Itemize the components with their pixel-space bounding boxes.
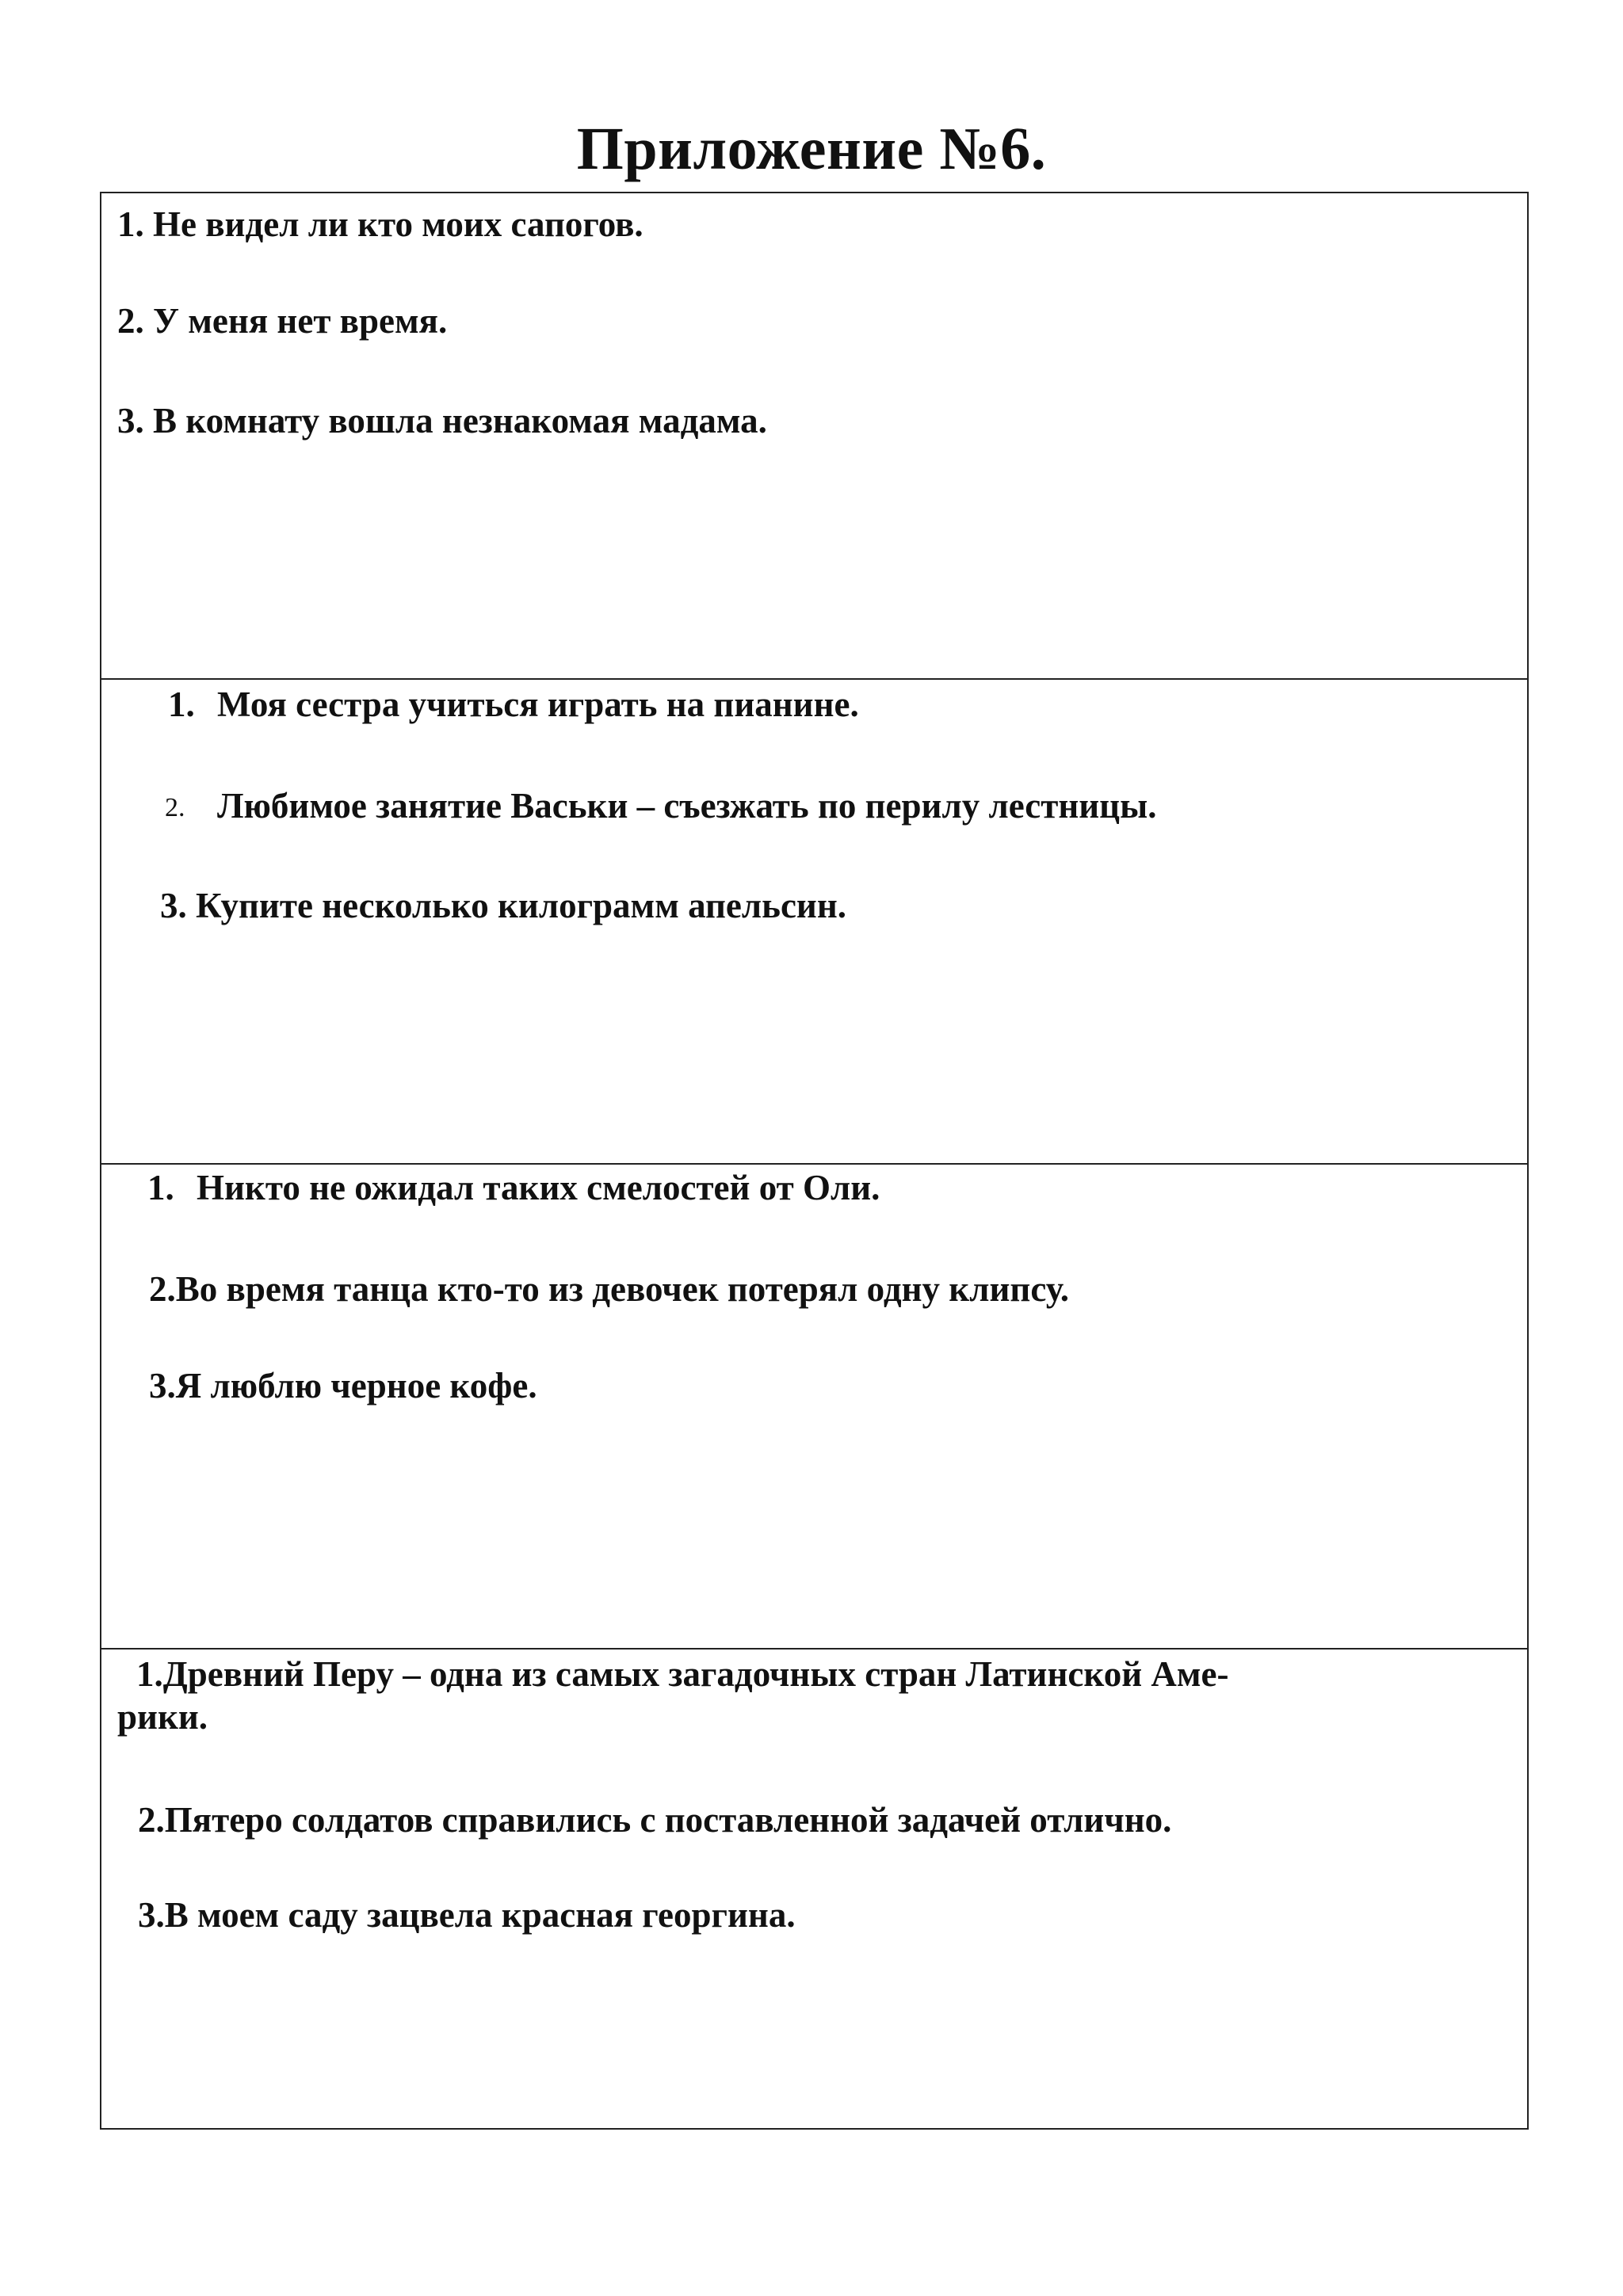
sentence-1-3: 3. В комнату вошла незнакомая мадама. [117, 401, 767, 441]
sentence-2-2: 2. Любимое занятие Васьки – съезжать по перилу лестницы. [165, 786, 1157, 826]
sentence-4-1-continuation: рики. [117, 1697, 208, 1737]
sentence-1-1: 1. Не видел ли кто моих сапогов. [117, 204, 643, 244]
sentence-3-1: 1. Никто не ожидал таких смелостей от Оли. [147, 1168, 880, 1207]
sentence-3-3: 3.Я люблю черное кофе. [149, 1366, 537, 1405]
sentence-4-1: 1.Древний Перу – одна из самых загадочных стран Латинской Аме- [136, 1654, 1229, 1694]
exercise-block-3 [101, 1163, 1527, 1648]
sentence-2-1: 1. Моя сестра учиться играть на пианине. [168, 685, 859, 724]
sentence-2-3: 3. Купите несколько килограмм апельсин. [160, 886, 847, 925]
exercise-block-2 [101, 678, 1527, 1163]
exercise-table [100, 192, 1529, 2130]
sentence-1-2: 2. У меня нет время. [117, 301, 448, 341]
sentence-3-2: 2.Во время танца кто-то из девочек потерял одну клипсу. [149, 1269, 1069, 1309]
sentence-4-2: 2.Пятеро солдатов справились с поставленной задачей отлично. [138, 1800, 1172, 1840]
exercise-block-1 [101, 193, 1527, 678]
sentence-4-3: 3.В моем саду зацвела красная георгина. [138, 1895, 796, 1935]
exercise-block-4 [101, 1648, 1527, 2130]
page-title: Приложение №6. [576, 116, 1047, 182]
